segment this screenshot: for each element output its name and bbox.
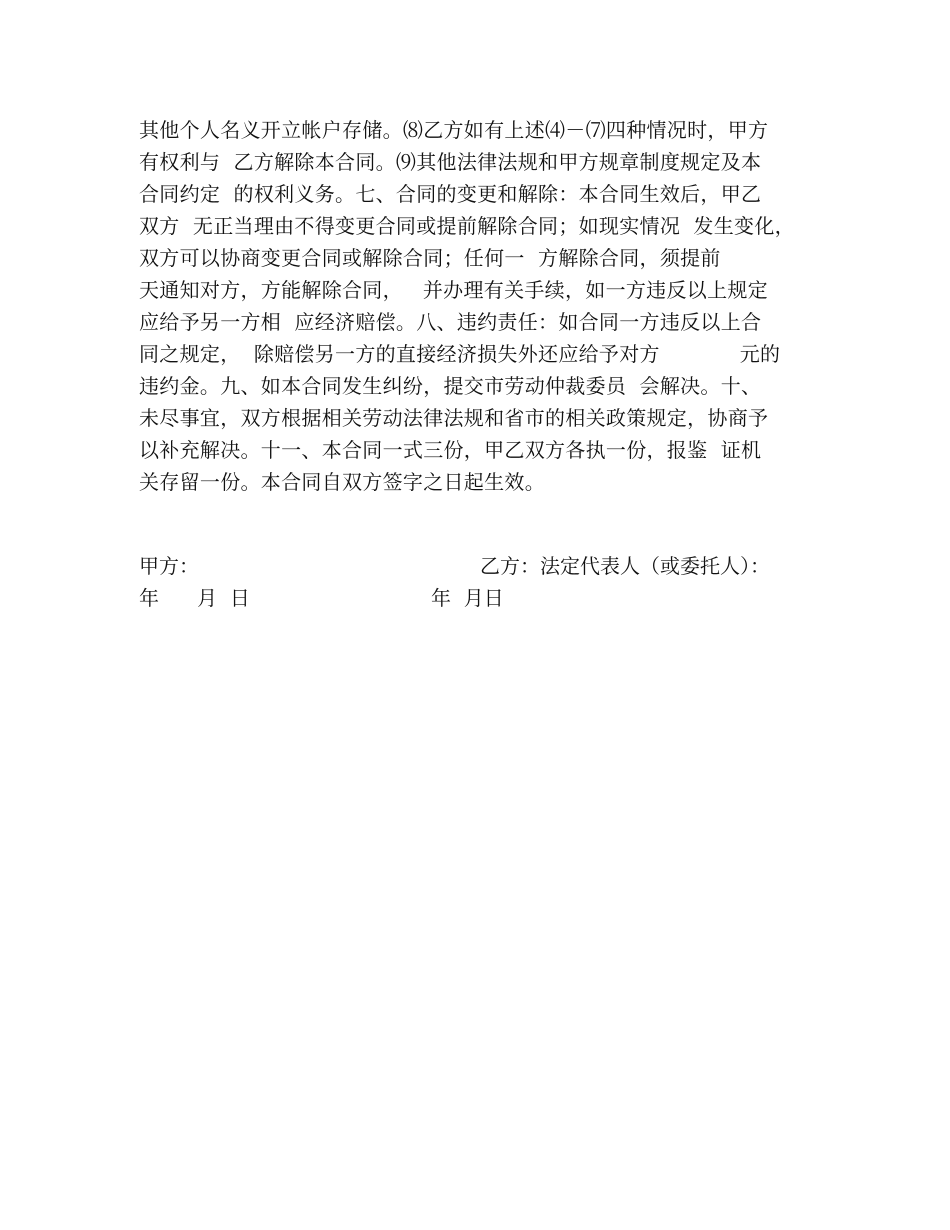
- party-b-label: 乙方：法定代表人（或委托人）：: [480, 554, 770, 578]
- body-line-3: 合同约定 的权利义务。七、合同的变更和解除：本合同生效后，甲乙: [139, 182, 762, 206]
- body-line-12: 关存留一份。本合同自双方签字之日起生效。: [139, 470, 545, 494]
- body-line-6: 天通知对方，方能解除合同， 并办理有关手续，如一方违反以上规定: [139, 278, 768, 302]
- signature-party-row: [139, 550, 839, 582]
- body-line-10: 未尽事宜，双方根据相关劳动法律法规和省市的相关政策规定，协商予: [139, 406, 769, 430]
- party-b-date: 年 月日: [431, 586, 504, 610]
- signature-date-row: [139, 582, 839, 614]
- body-line-9: 违约金。九、如本合同发生纠纷，提交市劳动仲裁委员 会解决。十、: [139, 374, 762, 398]
- body-line-4: 双方 无正当理由不得变更合同或提前解除合同；如现实情况 发生变化，: [139, 214, 795, 238]
- party-a-label: 甲方：: [139, 554, 199, 578]
- signature-block: [139, 550, 839, 614]
- contract-body: [139, 114, 839, 498]
- body-line-8: 同之规定， 除赔偿另一方的直接经济损失外还应给予对方 元的: [139, 342, 781, 366]
- body-line-5: 双方可以协商变更合同或解除合同；任何一 方解除合同，须提前: [139, 246, 721, 270]
- body-line-1: 其他个人名义开立帐户存储。⑻乙方如有上述⑷－⑺四种情况时，甲方: [139, 118, 769, 142]
- body-line-2: 有权利与 乙方解除本合同。⑼其他法律法规和甲方规章制度规定及本: [139, 150, 762, 174]
- body-line-7: 应给予另一方相 应经济赔偿。八、违约责任：如合同一方违反以上合: [139, 310, 762, 334]
- party-a-date: 年 月 日: [139, 586, 250, 610]
- body-line-11: 以补充解决。十一、本合同一式三份，甲乙双方各执一份，报鉴 证机: [139, 438, 762, 462]
